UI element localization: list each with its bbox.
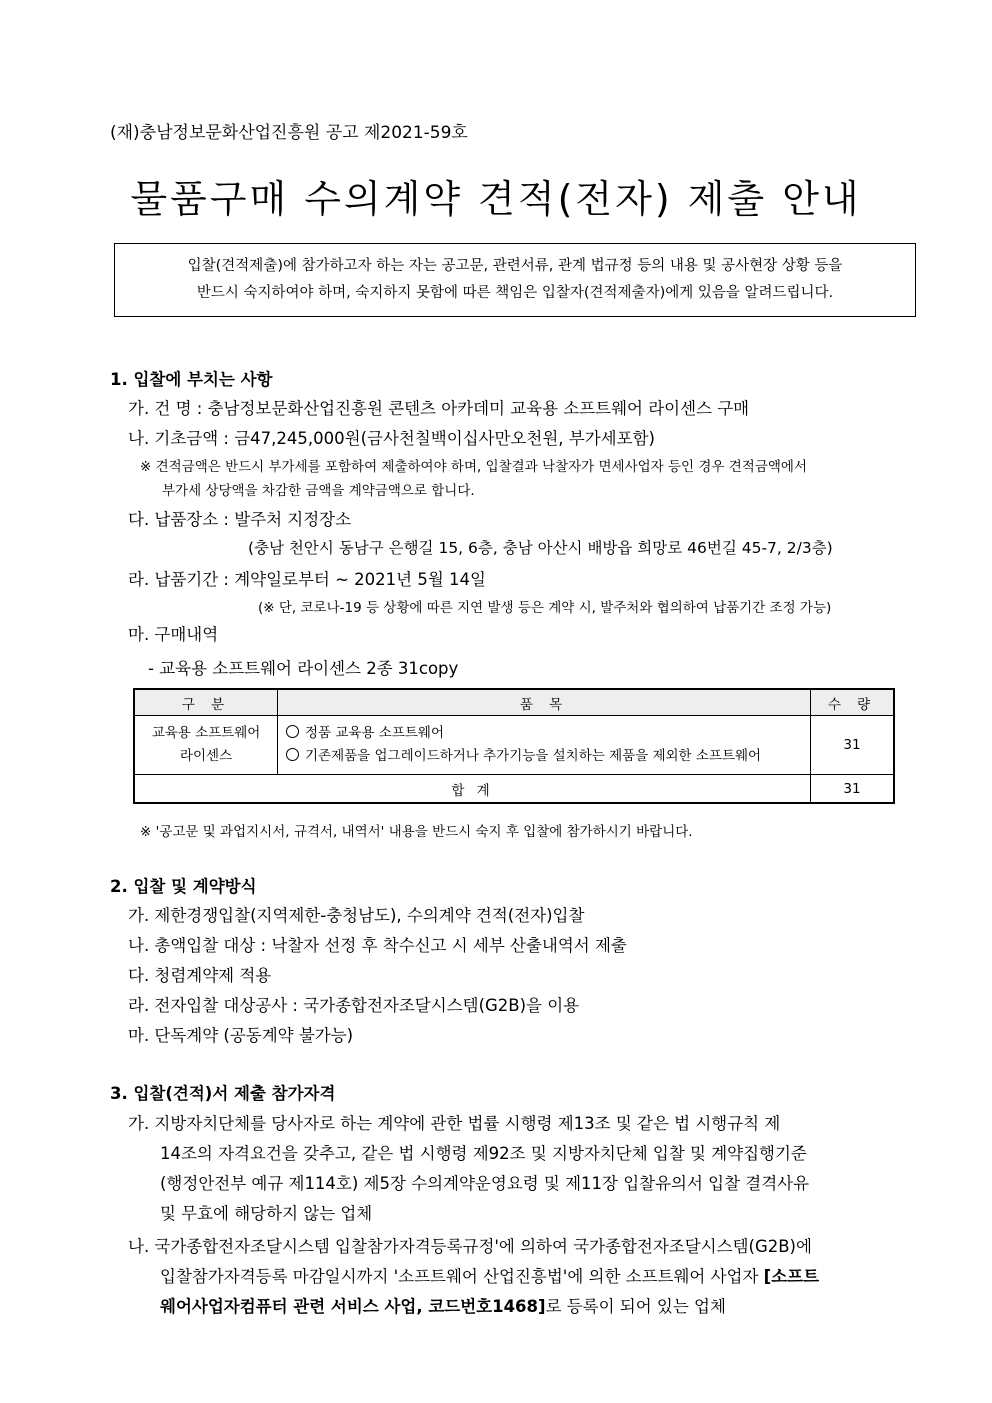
qualification-na-line xyxy=(160,1263,819,1287)
qualification-ga-line: 가. 지방자치단체를 당사자로 하는 계약에 관한 법률 시행령 제13조 및 같은 법 시행규칙 제 xyxy=(128,1114,781,1133)
section-2-heading: 2. 입찰 및 계약방식 xyxy=(110,877,257,896)
purchase-table xyxy=(133,688,895,804)
qualification-bold-text: 웨어사업자컴퓨터 관련 서비스 사업, 코드번호1468] xyxy=(160,1297,546,1316)
qualification-bold-text: [소프트 xyxy=(763,1267,820,1286)
circle-bullet-icon xyxy=(286,748,299,761)
category-line: 교육용 소프트웨어 xyxy=(151,725,261,741)
qualification-ga-line: (행정안전부 예규 제114호) 제5장 수의계약운영요령 및 제11장 입찰유의서 입찰 결격사유 xyxy=(160,1174,810,1193)
item-integrity: 다. 청렴계약제 적용 xyxy=(128,966,272,985)
item-delivery-address: (충남 천안시 동남구 은행길 15, 6층, 충남 아산시 배방읍 희망로 46번길 45-7, 2/3층) xyxy=(248,539,833,557)
category-line: 라이센스 xyxy=(179,748,233,764)
item-delivery-period: 라. 납품기간 : 계약일로부터 ~ 2021년 5월 14일 xyxy=(128,570,486,589)
intro-line: 반드시 숙지하여야 하며, 숙지하지 못함에 따른 책임은 입찰자(견적제출자)에게 있음을 알려드립니다. xyxy=(196,285,834,301)
intro-notice-box xyxy=(114,243,916,317)
item-line xyxy=(286,722,802,745)
cell-category xyxy=(134,716,278,775)
qualification-na-line xyxy=(160,1293,726,1317)
section-1-heading: 1. 입찰에 부치는 사항 xyxy=(110,370,273,389)
item-e-bid: 라. 전자입찰 대상공사 : 국가종합전자조달시스템(G2B)을 이용 xyxy=(128,996,580,1015)
page-title: 물품구매 수의계약 견적(전자) 제출 안내 xyxy=(130,177,862,221)
item-delivery-place: 다. 납품장소 : 발주처 지정장소 xyxy=(128,510,352,529)
cell-item xyxy=(278,716,811,775)
intro-line: 입찰(견적제출)에 참가하고자 하는 자는 공고문, 관련서류, 관계 법규정 등의 내용 및 공사현장 상황 등을 xyxy=(187,258,843,274)
col-category: 구 분 xyxy=(134,689,278,716)
col-item: 품 목 xyxy=(278,689,811,716)
table-row xyxy=(134,716,894,775)
note-read-docs: ※ '공고문 및 과업지시서, 규격서, 내역서' 내용을 반드시 숙지 후 입찰에 참가하시기 바랍니다. xyxy=(140,824,693,840)
note-vat: ※ 견적금액은 반드시 부가세를 포함하여 제출하여야 하며, 입찰결과 낙찰자가 면세사업자 등인 경우 견적금액에서 xyxy=(140,459,807,475)
item-subject: 가. 건 명 : 충남정보문화산업진흥원 콘텐츠 아카데미 교육용 소프트웨어 라이센스 구매 xyxy=(128,399,750,418)
section-3-heading: 3. 입찰(견적)서 제출 참가자격 xyxy=(110,1084,336,1103)
notice-number: (재)충남정보문화산업진흥원 공고 제2021-59호 xyxy=(110,123,468,143)
qualification-ga-line: 14조의 자격요건을 갖추고, 같은 법 시행령 제92조 및 지방자치단체 입찰 및 계약집행기준 xyxy=(160,1144,807,1163)
item-bid-type: 가. 제한경쟁입찰(지역제한-충청남도), 수의계약 견적(전자)입찰 xyxy=(128,906,585,925)
qualification-text: 로 등록이 되어 있는 업체 xyxy=(545,1297,726,1316)
col-qty: 수 량 xyxy=(811,689,895,716)
item-purchase-list: 마. 구매내역 xyxy=(128,625,219,644)
cell-qty: 31 xyxy=(811,716,895,775)
item-purchase-detail: - 교육용 소프트웨어 라이센스 2종 31copy xyxy=(148,659,459,678)
note-vat-cont: 부가세 상당액을 차감한 금액을 계약금액으로 합니다. xyxy=(162,483,475,499)
qualification-na-line: 나. 국가종합전자조달시스템 입찰참가자격등록규정'에 의하여 국가종합전자조달시스템(G2B)에 xyxy=(128,1237,812,1256)
qualification-ga-line: 및 무효에 해당하지 않는 업체 xyxy=(160,1204,373,1223)
item-single-contract: 마. 단독계약 (공동계약 불가능) xyxy=(128,1026,354,1045)
item-base-price: 나. 기초금액 : 금47,245,000원(금사천칠백이십사만오천원, 부가세포함) xyxy=(128,429,655,448)
qualification-text: 입찰참가자격등록 마감일시까지 '소프트웨어 산업진흥법'에 의한 소프트웨어 사업자 xyxy=(160,1267,764,1286)
item-text: 정품 교육용 소프트웨어 xyxy=(305,725,444,741)
table-sum-row xyxy=(134,775,894,804)
item-text: 기존제품을 업그레이드하거나 추가기능을 설치하는 제품을 제외한 소프트웨어 xyxy=(305,748,762,764)
item-lump-sum: 나. 총액입찰 대상 : 낙찰자 선정 후 착수신고 시 세부 산출내역서 제출 xyxy=(128,936,627,955)
sum-label: 합 계 xyxy=(134,775,811,804)
circle-bullet-icon xyxy=(286,725,299,738)
item-delivery-period-note: (※ 단, 코로나-19 등 상황에 따른 지연 발생 등은 계약 시, 발주처와 협의하여 납품기간 조정 가능) xyxy=(258,600,832,616)
item-line xyxy=(286,745,802,768)
sum-qty: 31 xyxy=(811,775,895,804)
